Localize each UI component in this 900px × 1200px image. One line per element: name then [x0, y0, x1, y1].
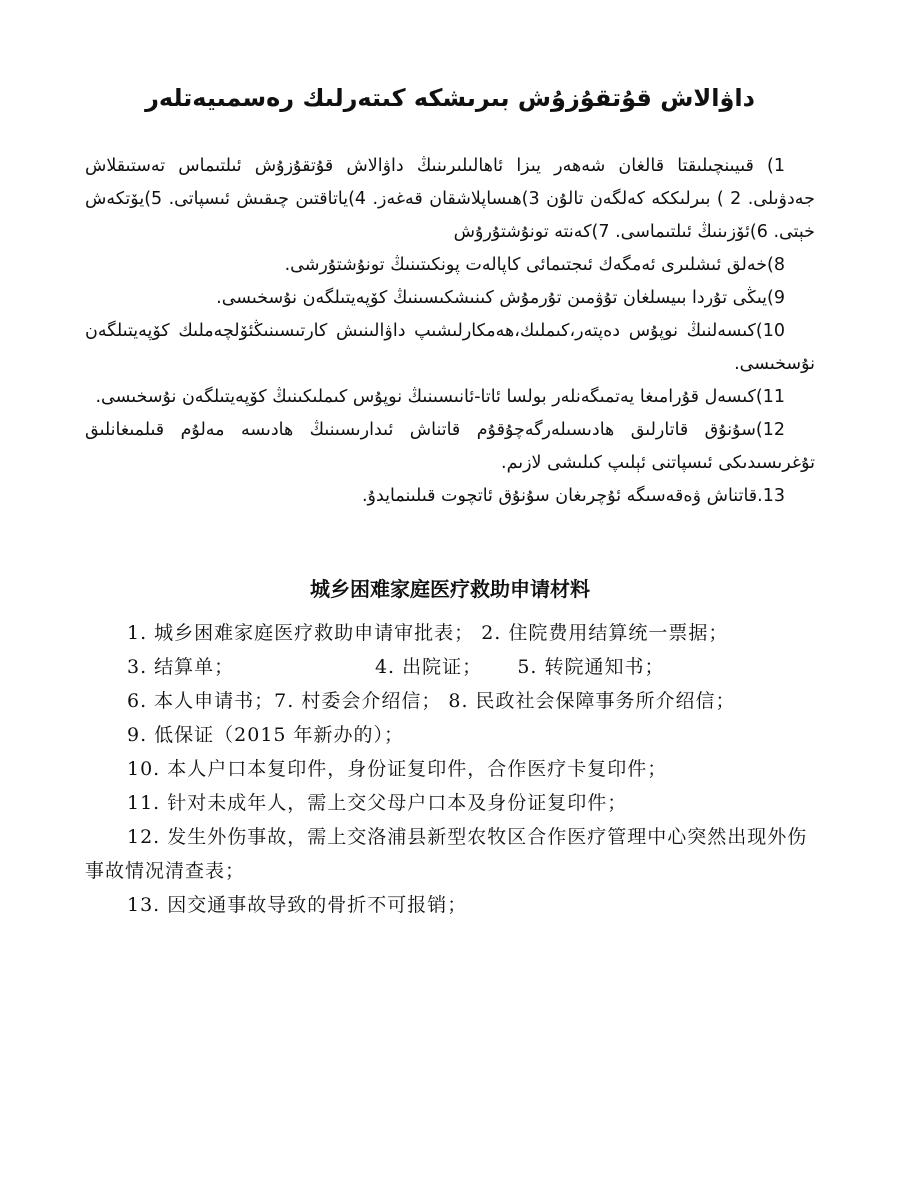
- uyghur-list-item: 1) قىيىنچىلىقتا قالغان شەھەر يىزا ئاھالىلىرىنىڭ داۋالاش قۇتقۇزۇش ئىلتىماس تەستىقلاش جەدۋىلى. 2 ) بىرلىككە كەلگەن تالۇن 3)ھىساپلاشقان قەغەز. 4)ياتاقتىن چىقىش ئىسپاتى. 5)يۆتكەش خېتى. 6)ئۆزىنىڭ ئىلتىماسى. 7)كەنتە تونۇشتۇرۇش: [85, 156, 816, 242]
- uyghur-requirements-list: [85, 150, 815, 513]
- chinese-requirements-list: [85, 616, 815, 922]
- chinese-title: 城乡困难家庭医疗救助申请材料: [310, 577, 590, 601]
- uyghur-list-item: 13.قاتناش ۋەقەسىگە ئۇچرىغان سۇنۇق ئاتچوت قىلىنمايدۇ.: [361, 486, 785, 506]
- uyghur-list-item: 11)كىسەل قۇرامىغا يەتمىگەنلەر بولسا ئاتا-ئانىسىنىڭ نوپۇس كىملىكىنىڭ كۆپەيتىلگەن نۇسخىسى.: [95, 387, 785, 407]
- chinese-list-item: 13. 因交通事故导致的骨折不可报销；: [127, 894, 468, 916]
- chinese-list-item: 10. 本人户口本复印件，身份证复印件，合作医疗卡复印件；: [127, 758, 668, 780]
- chinese-list-item: 12. 发生外伤事故，需上交洛浦县新型农牧区合作医疗管理中心突然出现外伤事故情况清查表；: [85, 826, 808, 882]
- uyghur-list-item: 10)كىسەلنىڭ نوپۇس دەپتەر،كىملىك،ھەمكارلىشىپ داۋالىنىش كارتىسىنىڭئۆلچەملىك كۆپەيتىلگەن نۇسخىسى.: [85, 321, 815, 374]
- uyghur-section: [85, 80, 815, 513]
- chinese-list-item: 3. 结算单； 4. 出院证； 5. 转院通知书；: [127, 656, 665, 678]
- uyghur-list-item: 8)خەلق ئىشلىرى ئەمگەك ئىجتىمائى كاپالەت پونكىتىنىڭ تونۇشتۇرشى.: [284, 255, 785, 275]
- chinese-list-item: 9. 低保证（2015 年新办的）；: [127, 724, 405, 746]
- uyghur-list-item: 9)يىڭى تۇردا بىيسلغان تۇۋمىن تۇرمۇش كىنىشكىسىنىڭ كۆپەيتىلگەن نۇسخىسى.: [216, 288, 785, 308]
- chinese-list-item: 11. 针对未成年人，需上交父母户口本及身份证复印件；: [127, 792, 628, 814]
- chinese-list-item: 1. 城乡困难家庭医疗救助申请审批表； 2. 住院费用结算统一票据；: [127, 622, 729, 644]
- uyghur-title: داۋالاش قۇتقۇزۇش بىرىشكە كىتەرلىك رەسمىيەتلەر: [145, 84, 755, 112]
- chinese-list-item: 6. 本人申请书；7. 村委会介绍信； 8. 民政社会保障事务所介绍信；: [127, 690, 736, 712]
- uyghur-list-item: 12)سۇنۇق قاتارلىق ھادىسىلەرگەچۇقۇم قاتناش ئىدارىسىنىڭ ھادىسە مەلۇم قىلمىغانلىق تۇغرىسىدىكى ئىسپاتنى ئېلىپ كىلىشى لازىم.: [85, 420, 815, 473]
- chinese-section: [85, 574, 815, 922]
